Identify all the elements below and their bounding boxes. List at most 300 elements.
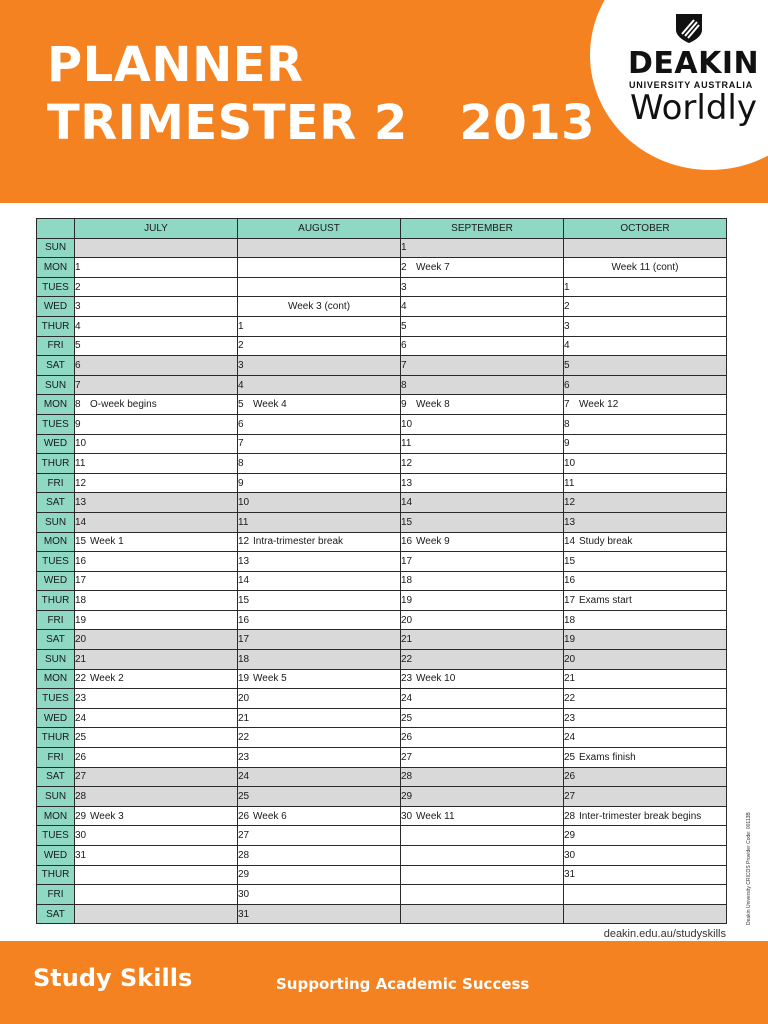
- date-cell: [238, 650, 401, 670]
- date-cell: [238, 316, 401, 336]
- day-label: MON: [37, 532, 75, 552]
- date-cell: [238, 610, 401, 630]
- date-number: 8: [401, 379, 407, 391]
- date-number: 29: [238, 869, 250, 881]
- date-number: 25: [75, 732, 87, 744]
- date-number: 15: [564, 555, 576, 567]
- date-number: 18: [238, 653, 250, 665]
- table-row: [37, 512, 727, 532]
- date-cell: [401, 493, 564, 513]
- day-label: TUES: [37, 826, 75, 846]
- date-number: 16: [75, 555, 87, 567]
- date-cell: [401, 316, 564, 336]
- date-number: 25: [564, 751, 576, 763]
- date-number: 15: [401, 516, 413, 528]
- date-number: 31: [75, 849, 87, 861]
- day-label: MON: [37, 258, 75, 278]
- date-number: 29: [401, 791, 413, 803]
- day-label: SUN: [37, 650, 75, 670]
- table-row: [37, 708, 727, 728]
- date-cell: [238, 826, 401, 846]
- date-cell: [75, 571, 238, 591]
- date-cell: [75, 277, 238, 297]
- date-cell: [75, 395, 238, 415]
- date-number: 2: [75, 281, 81, 293]
- cell-note: Intra-trimester break: [253, 536, 344, 548]
- date-cell: [564, 454, 727, 474]
- date-cell: [75, 493, 238, 513]
- date-cell: [401, 748, 564, 768]
- day-label: MON: [37, 669, 75, 689]
- date-number: 28: [238, 849, 250, 861]
- date-number: 30: [564, 849, 576, 861]
- date-number: 1: [238, 320, 244, 332]
- date-number: 2: [238, 340, 244, 352]
- date-cell: [238, 846, 401, 866]
- date-cell: [238, 552, 401, 572]
- table-row: [37, 571, 727, 591]
- table-row: [37, 610, 727, 630]
- table-row: [37, 454, 727, 474]
- date-number: 17: [401, 555, 413, 567]
- corner-cell: [37, 219, 75, 239]
- cell-note: O-week begins: [90, 399, 157, 411]
- cell-note: Inter-trimester break begins: [579, 810, 702, 822]
- date-cell: [75, 728, 238, 748]
- date-cell: [238, 238, 401, 258]
- date-number: 5: [75, 340, 81, 352]
- date-cell: [75, 336, 238, 356]
- table-row: [37, 650, 727, 670]
- date-number: 20: [75, 634, 87, 646]
- date-cell: [401, 552, 564, 572]
- column-header-october: OCTOBER: [564, 219, 727, 239]
- date-cell: [401, 787, 564, 807]
- date-cell: [564, 493, 727, 513]
- day-label: SAT: [37, 904, 75, 924]
- day-label: SAT: [37, 493, 75, 513]
- table-row: [37, 689, 727, 709]
- date-cell: [564, 414, 727, 434]
- cell-note: Week 3: [90, 810, 124, 822]
- day-label: FRI: [37, 748, 75, 768]
- date-number: 19: [75, 614, 87, 626]
- date-cell: [401, 904, 564, 924]
- date-number: 12: [238, 536, 250, 548]
- date-cell: [238, 414, 401, 434]
- date-cell: [564, 669, 727, 689]
- day-label: THUR: [37, 591, 75, 611]
- date-number: 4: [564, 340, 570, 352]
- table-row: [37, 297, 727, 317]
- date-cell: [238, 591, 401, 611]
- date-cell: [564, 571, 727, 591]
- date-cell: [75, 806, 238, 826]
- date-number: 10: [564, 457, 576, 469]
- date-cell: [401, 728, 564, 748]
- date-number: 17: [75, 575, 87, 587]
- cell-note: Week 10: [416, 673, 456, 685]
- date-cell: [75, 414, 238, 434]
- date-cell: [238, 689, 401, 709]
- date-cell: [75, 630, 238, 650]
- table-row: [37, 473, 727, 493]
- table-row: [37, 806, 727, 826]
- date-cell: [238, 512, 401, 532]
- date-number: 7: [75, 379, 81, 391]
- date-cell: [75, 258, 238, 278]
- logo-subtitle: UNIVERSITY AUSTRALIA: [628, 80, 753, 90]
- planner-table: [36, 218, 727, 924]
- date-number: 27: [75, 771, 87, 783]
- date-number: 18: [564, 614, 576, 626]
- date-number: 31: [238, 908, 250, 920]
- date-cell: [564, 512, 727, 532]
- date-number: 19: [238, 673, 250, 685]
- table-row: [37, 395, 727, 415]
- date-cell: [238, 258, 401, 278]
- date-number: 10: [238, 497, 250, 509]
- date-cell: [564, 610, 727, 630]
- day-label: SAT: [37, 630, 75, 650]
- day-label: WED: [37, 846, 75, 866]
- date-cell: [401, 865, 564, 885]
- table-row: [37, 669, 727, 689]
- date-number: 8: [238, 457, 244, 469]
- table-row: [37, 728, 727, 748]
- date-number: 30: [75, 830, 87, 842]
- date-number: 28: [75, 791, 87, 803]
- date-number: 18: [75, 595, 87, 607]
- day-label: TUES: [37, 414, 75, 434]
- date-cell: [238, 630, 401, 650]
- cell-note: Week 11: [416, 810, 455, 822]
- date-number: 3: [564, 320, 570, 332]
- day-label: TUES: [37, 277, 75, 297]
- date-cell: [401, 512, 564, 532]
- table-row: [37, 767, 727, 787]
- logo-name: DEAKIN: [628, 46, 760, 81]
- date-cell: [75, 532, 238, 552]
- date-number: 28: [564, 810, 576, 822]
- date-number: 16: [238, 614, 250, 626]
- table-row: [37, 591, 727, 611]
- date-cell: [401, 846, 564, 866]
- date-cell: [401, 826, 564, 846]
- date-cell: [75, 748, 238, 768]
- table-row: [37, 532, 727, 552]
- table-row: [37, 748, 727, 768]
- date-cell: [401, 571, 564, 591]
- date-cell: [401, 532, 564, 552]
- date-cell: [564, 885, 727, 905]
- day-label: SUN: [37, 512, 75, 532]
- date-cell: [401, 375, 564, 395]
- date-cell: [238, 865, 401, 885]
- title-line-1: PLANNER: [47, 37, 304, 93]
- table-row: [37, 904, 727, 924]
- date-number: 29: [75, 810, 87, 822]
- cell-note: Week 11 (cont): [611, 261, 679, 273]
- logo-tagline: Worldly: [630, 88, 758, 128]
- date-number: 21: [75, 653, 87, 665]
- table-row: [37, 434, 727, 454]
- date-cell: [401, 356, 564, 376]
- table-header-row: [37, 219, 727, 239]
- day-label: MON: [37, 806, 75, 826]
- date-cell: [238, 297, 401, 317]
- date-cell: [401, 395, 564, 415]
- date-cell: [75, 297, 238, 317]
- table-row: [37, 826, 727, 846]
- date-cell: [401, 610, 564, 630]
- date-cell: [564, 336, 727, 356]
- date-cell: [238, 375, 401, 395]
- date-number: 12: [75, 477, 87, 489]
- date-cell: [75, 512, 238, 532]
- date-number: 22: [238, 732, 250, 744]
- date-cell: [564, 806, 727, 826]
- date-cell: [564, 630, 727, 650]
- date-number: 30: [238, 888, 250, 900]
- date-number: 13: [401, 477, 413, 489]
- table-row: [37, 787, 727, 807]
- date-number: 4: [75, 320, 81, 332]
- date-number: 6: [75, 359, 81, 371]
- date-number: 9: [238, 477, 244, 489]
- column-header-july: JULY: [75, 219, 238, 239]
- day-label: FRI: [37, 885, 75, 905]
- date-number: 23: [401, 673, 413, 685]
- date-cell: [75, 885, 238, 905]
- date-number: 24: [238, 771, 250, 783]
- date-cell: [75, 238, 238, 258]
- date-cell: [238, 669, 401, 689]
- day-label: SAT: [37, 767, 75, 787]
- table-row: [37, 493, 727, 513]
- date-cell: [401, 434, 564, 454]
- date-number: 8: [564, 418, 570, 430]
- date-number: 27: [401, 751, 413, 763]
- date-cell: [75, 434, 238, 454]
- date-cell: [75, 865, 238, 885]
- date-number: 16: [564, 575, 576, 587]
- table-row: [37, 865, 727, 885]
- date-cell: [401, 650, 564, 670]
- date-cell: [75, 787, 238, 807]
- date-cell: [401, 238, 564, 258]
- date-cell: [564, 375, 727, 395]
- date-number: 21: [401, 634, 413, 646]
- date-cell: [238, 336, 401, 356]
- date-cell: [75, 591, 238, 611]
- cell-note: Week 4: [253, 399, 287, 411]
- date-cell: [238, 454, 401, 474]
- date-cell: [401, 454, 564, 474]
- date-cell: [238, 277, 401, 297]
- date-cell: [564, 395, 727, 415]
- date-number: 17: [238, 634, 250, 646]
- date-number: 7: [238, 438, 244, 450]
- day-label: SAT: [37, 356, 75, 376]
- date-cell: [238, 708, 401, 728]
- date-cell: [564, 532, 727, 552]
- date-cell: [564, 748, 727, 768]
- table-row: [37, 552, 727, 572]
- date-cell: [75, 669, 238, 689]
- date-cell: [75, 904, 238, 924]
- date-number: 7: [564, 399, 570, 411]
- date-number: 11: [238, 516, 249, 528]
- date-number: 12: [564, 497, 576, 509]
- cell-note: Week 3 (cont): [287, 301, 351, 313]
- date-number: 30: [401, 810, 413, 822]
- date-cell: [75, 846, 238, 866]
- date-number: 1: [564, 281, 570, 293]
- date-cell: [238, 904, 401, 924]
- date-cell: [238, 532, 401, 552]
- date-number: 21: [238, 712, 250, 724]
- date-cell: [401, 591, 564, 611]
- date-number: 9: [75, 418, 81, 430]
- date-number: 14: [401, 497, 413, 509]
- website-url[interactable]: deakin.edu.au/studyskills: [603, 928, 726, 940]
- date-number: 23: [75, 693, 87, 705]
- footer-slogan: Supporting Academic Success: [276, 975, 530, 993]
- date-number: 13: [564, 516, 576, 528]
- footer-brand: Study Skills: [33, 964, 193, 992]
- day-label: WED: [37, 434, 75, 454]
- date-cell: [75, 826, 238, 846]
- day-label: THUR: [37, 728, 75, 748]
- date-cell: [401, 708, 564, 728]
- date-cell: [75, 375, 238, 395]
- date-cell: [401, 414, 564, 434]
- date-cell: [564, 591, 727, 611]
- date-cell: [401, 885, 564, 905]
- date-cell: [564, 434, 727, 454]
- table-row: [37, 316, 727, 336]
- date-number: 24: [401, 693, 413, 705]
- date-number: 6: [238, 418, 244, 430]
- date-number: 27: [238, 830, 250, 842]
- date-cell: [75, 689, 238, 709]
- date-number: 9: [564, 438, 570, 450]
- date-number: 15: [75, 536, 87, 548]
- cell-note: Week 2: [90, 673, 124, 685]
- date-number: 20: [564, 653, 576, 665]
- date-number: 6: [401, 340, 407, 352]
- table-row: [37, 356, 727, 376]
- date-number: 20: [401, 614, 413, 626]
- date-cell: [238, 434, 401, 454]
- date-number: 29: [564, 830, 576, 842]
- date-number: 19: [564, 634, 576, 646]
- table-row: [37, 630, 727, 650]
- date-cell: [238, 728, 401, 748]
- date-number: 14: [564, 536, 576, 548]
- date-number: 23: [564, 712, 576, 724]
- cell-note: Week 5: [253, 673, 287, 685]
- cell-note: Week 6: [253, 810, 287, 822]
- date-cell: [238, 885, 401, 905]
- date-cell: [564, 904, 727, 924]
- date-cell: [564, 356, 727, 376]
- date-cell: [401, 630, 564, 650]
- date-number: 19: [401, 595, 413, 607]
- date-cell: [238, 395, 401, 415]
- date-number: 6: [564, 379, 570, 391]
- cell-note: Week 7: [416, 261, 450, 273]
- cell-note: Exams start: [579, 595, 632, 607]
- date-cell: [75, 650, 238, 670]
- date-number: 26: [401, 732, 413, 744]
- day-label: WED: [37, 571, 75, 591]
- cell-note: Week 1: [90, 536, 124, 548]
- date-number: 5: [401, 320, 407, 332]
- cell-note: Study break: [579, 536, 633, 548]
- day-label: MON: [37, 395, 75, 415]
- date-number: 1: [401, 242, 407, 254]
- date-cell: [564, 708, 727, 728]
- date-number: 20: [238, 693, 250, 705]
- date-cell: [564, 238, 727, 258]
- date-cell: [564, 258, 727, 278]
- date-cell: [75, 767, 238, 787]
- date-number: 4: [401, 301, 407, 313]
- day-label: THUR: [37, 316, 75, 336]
- date-number: 9: [401, 399, 407, 411]
- day-label: SUN: [37, 787, 75, 807]
- date-cell: [564, 846, 727, 866]
- date-cell: [75, 454, 238, 474]
- date-cell: [564, 650, 727, 670]
- column-header-september: SEPTEMBER: [401, 219, 564, 239]
- date-number: 3: [401, 281, 407, 293]
- date-number: 15: [238, 595, 250, 607]
- cell-note: Week 9: [416, 536, 450, 548]
- date-number: 12: [401, 457, 413, 469]
- date-number: 21: [564, 673, 576, 685]
- date-number: 26: [238, 810, 250, 822]
- date-number: 11: [564, 477, 575, 489]
- table-row: [37, 277, 727, 297]
- day-label: THUR: [37, 865, 75, 885]
- day-label: WED: [37, 708, 75, 728]
- date-number: 13: [238, 555, 250, 567]
- date-cell: [401, 473, 564, 493]
- date-number: 18: [401, 575, 413, 587]
- date-number: 10: [401, 418, 413, 430]
- day-label: FRI: [37, 336, 75, 356]
- date-number: 24: [564, 732, 576, 744]
- day-label: FRI: [37, 610, 75, 630]
- date-number: 26: [75, 751, 87, 763]
- date-cell: [75, 552, 238, 572]
- date-cell: [564, 316, 727, 336]
- date-cell: [401, 258, 564, 278]
- shield-icon: [674, 12, 704, 45]
- date-number: 11: [401, 438, 412, 450]
- date-number: 5: [238, 399, 244, 411]
- date-cell: [238, 356, 401, 376]
- date-number: 3: [238, 359, 244, 371]
- date-cell: [238, 787, 401, 807]
- date-cell: [564, 787, 727, 807]
- day-label: FRI: [37, 473, 75, 493]
- date-cell: [401, 767, 564, 787]
- date-cell: [401, 669, 564, 689]
